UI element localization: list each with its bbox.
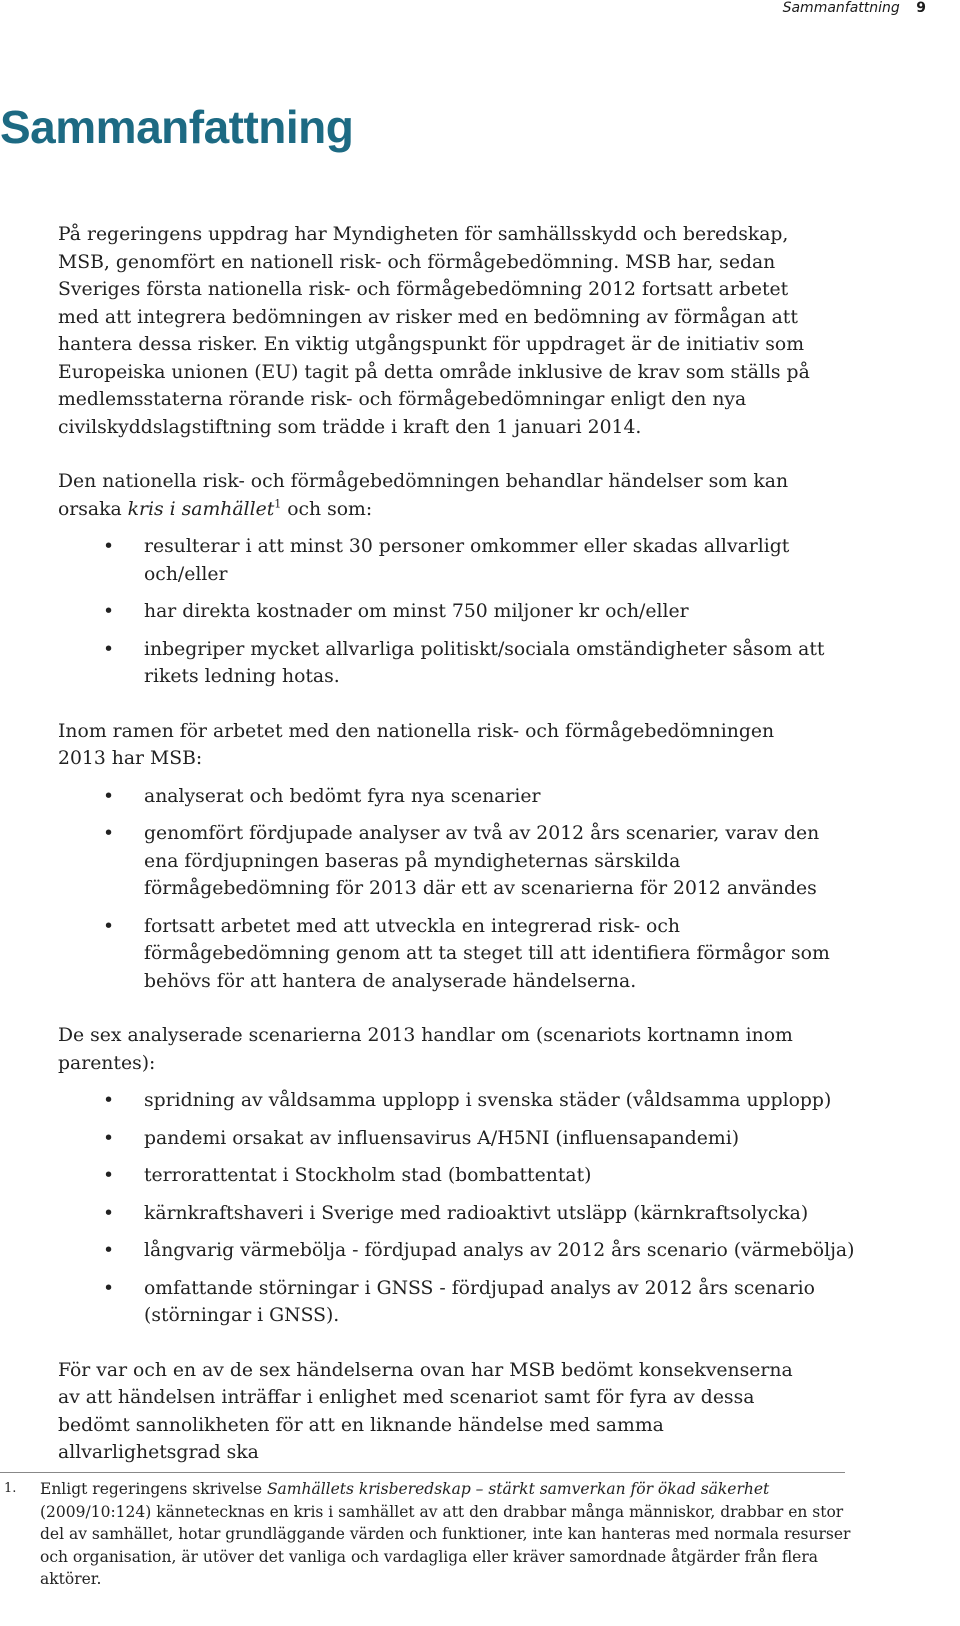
intro-paragraph: På regeringens uppdrag har Myndigheten för samhällsskydd och beredskap, MSB, genomfört en nationell risk- och förmågebedömning. MSB har, sedan Sveriges första nationella risk- och förmågebedömning 2012 fortsatt arbetet med att integrera bedömningen av risker med en bedömning av förmågan att hantera dessa risker. En viktig utgångspunkt för uppdraget är de initiativ som Europeiska unionen (EU) tagit på detta område inklusive de krav som ställs på medlemsstaterna rörande risk- och förmågebedömningar enligt den nya civilskyddslagstiftning som trädde i kraft den 1 januari 2014. [58,224,810,438]
footnote-text-before: Enligt regeringens skrivelse [40,1480,267,1498]
bullet-icon: • [103,1202,115,1224]
footnote-divider [0,1472,845,1473]
list-item-text: inbegriper mycket allvarliga politiskt/sociala omständigheter såsom att rikets ledning hotas. [144,638,825,687]
list-item-text: fortsatt arbetet med att utveckla en integrerad risk- och förmågebedömning genom att ta steget till att identifiera förmågor som behövs för att hantera de analyserade händelserna. [144,915,830,992]
scenarios-paragraph: De sex analyserade scenarierna 2013 handlar om (scenariots kortnamn inom parentes): [58,1025,793,1074]
list-item-text: resulterar i att minst 30 personer omkommer eller skadas allvarligt och/eller [144,536,790,585]
criteria-text-before: Den nationella risk- och förmågebedömningen behandlar händelser som kan orsaka [58,471,789,520]
list-item [58,1162,856,1190]
bullet-icon: • [103,1277,115,1299]
list-item [58,783,856,811]
list-item [58,1087,856,1115]
list-item [58,1200,856,1228]
list-item-text: kärnkraftshaveri i Sverige med radioaktivt utsläpp (kärnkraftsolycka) [144,1202,809,1224]
footnote-text-after: (2009/10:124) kännetecknas en kris i samhället av att den drabbar många människor, drabbar en stor del av samhället, hotar grundläggande värden och funktioner, inte kan hanteras med normala resurser och organisation, är utöver det vanliga och vardagliga eller kräver samordnade åtgärder från flera aktörer. [40,1502,851,1588]
list-item-text: genomfört fördjupade analyser av två av 2012 års scenarier, varav den ena fördjupningen baseras på myndigheternas särskilda förmågebedömning för 2013 där ett av scenarierna för 2012 användes [144,823,820,899]
list-item [58,1237,856,1265]
list-item-text: omfattande störningar i GNSS - fördjupad analys av 2012 års scenario (störningar i GNSS). [144,1277,815,1326]
footnote-reference: 1 [274,497,282,511]
work-paragraph: Inom ramen för arbetet med den nationella risk- och förmågebedömningen 2013 har MSB: [58,720,775,769]
footnote-1 [0,1478,880,1591]
running-header-title: Sammanfattning [782,0,900,16]
bullet-icon: • [103,1090,115,1111]
list-item [58,1125,856,1153]
bullet-icon: • [103,601,115,622]
footnote-marker: 1. [4,1481,17,1496]
bullet-icon: • [103,536,115,557]
bullet-icon: • [103,1127,115,1149]
footnote-italic-title: Samhällets krisberedskap – stärkt samverkan för ökad säkerhet [266,1480,770,1498]
list-item-text: långvarig värmebölja - fördjupad analys av 2012 års scenario (värmebölja) [144,1240,855,1261]
list-item-text: spridning av våldsamma upplopp i svenska städer (våldsamma upplopp) [144,1090,832,1111]
criteria-list [58,533,918,691]
bullet-icon: • [103,1240,115,1261]
criteria-paragraph [58,468,818,523]
list-item [58,913,856,996]
criteria-text-after: och som: [281,498,373,520]
bullet-icon: • [103,823,115,844]
work-list [58,783,918,996]
footnote-text [40,1478,865,1591]
list-item-text: pandemi orsakat av influensavirus A/H5NI (influensapandemi) [144,1127,740,1149]
list-item [58,820,856,903]
assessment-paragraph: För var och en av de sex händelserna ovan har MSB bedömt konsekvenserna av att händelsen inträffar i enlighet med scenariot samt för fyra av dessa bedömt sannolikheten för att en liknande händelse med samma allvarlighetsgrad ska [58,1359,793,1463]
scenarios-list [58,1087,918,1330]
list-item [58,636,856,691]
list-item-text: terrorattentat i Stockholm stad (bombattentat) [144,1165,592,1186]
list-item [58,598,856,626]
bullet-icon: • [103,1165,115,1186]
bullet-icon: • [103,915,115,937]
criteria-italic-term: kris i samhället [127,498,275,520]
list-item [58,533,856,588]
running-header [783,0,926,18]
page-number: 9 [916,0,926,16]
body-text [58,221,918,1467]
list-item-text: har direkta kostnader om minst 750 miljoner kr och/eller [144,601,689,622]
bullet-icon: • [103,785,115,807]
list-item-text: analyserat och bedömt fyra nya scenarier [144,785,541,807]
page-title: Sammanfattning [0,101,354,153]
bullet-icon: • [103,638,115,660]
list-item [58,1275,856,1330]
